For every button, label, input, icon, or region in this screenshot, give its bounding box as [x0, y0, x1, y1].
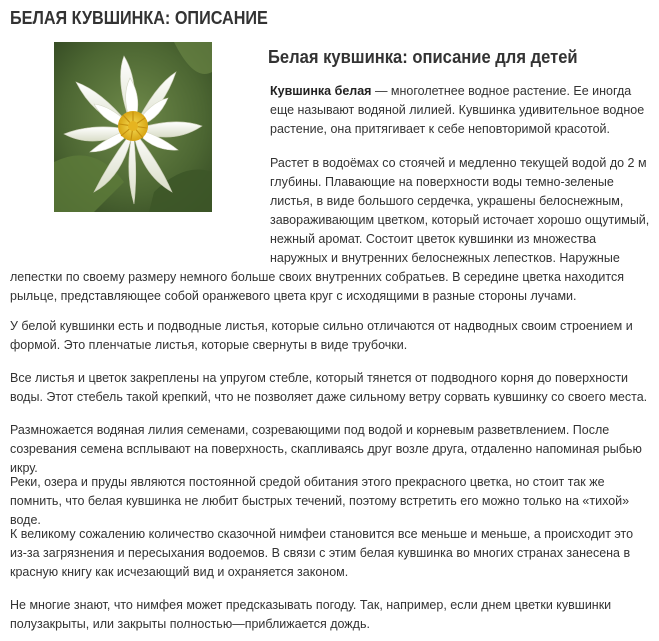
paragraph-weather: Не многие знают, что нимфея может предсказывать погоду. Так, например, если днем цветки кувшинки полузакрыты, или закрыты полностью—приближается дождь.: [10, 598, 612, 631]
page-title: БЕЛАЯ КУВШИНКА: ОПИСАНИЕ: [10, 8, 268, 28]
intro-paragraph: [270, 82, 650, 139]
intro-bold-term: Кувшинка белая: [270, 84, 372, 98]
paragraph-stem: Все листья и цветок закреплены на упругом стебле, который тянется от подводного корня до поверхности воды. Этот стебель такой крепкий, что не позволяет даже сильному ветру сорвать кувшинку со своего места.: [10, 371, 648, 404]
paragraph-endangered: К великому сожалению количество сказочной нимфеи становится все меньше и меньше, а происходит это из-за загрязнения и пересыхания водоемов. В связи с этим белая кувшинка во многих странах занесена в красную книгу как исчезающий вид и охраняется законом.: [10, 527, 634, 579]
intro-text: — многолетнее водное растение. Ее иногда еще называют водяной лилией. Кувшинка удивительное водное растение, она притягивает к себе неповторимой красотой.: [270, 84, 645, 136]
paragraph-habitat-text: Растет в водоёмах со стоячей и медленно текущей водой до 2 м глубины. Плавающие на поверхности воды темно-зеленые листья, в виде большого сердечка, украшены белоснежным, завораживающим цветком, который источает хорошо ощутимый, нежный аромат. Состоит цветок кувшинки из множества наружных и внутренних белоснежных лепестков. Наружные лепестки по своему размеру немного больше своих внутренних собратьев. В середине цветка находится рыльце, представляющее собой оранжевого цвета круг с исходящими в разные стороны лучами.: [10, 156, 650, 303]
paragraph-habitat: [10, 154, 650, 306]
paragraph-underwater-leaves: У белой кувшинки есть и подводные листья, которые сильно отличаются от надводных своим строением и формой. Это пленчатые листья, которые свернуты в виде трубочки.: [10, 319, 633, 352]
section-heading: Белая кувшинка: описание для детей: [268, 47, 578, 67]
image-wrap-spacer: [10, 154, 270, 254]
paragraph-reproduction: Размножается водяная лилия семенами, созревающими под водой и корневым разветвлением. После созревания семена всплывают на поверхность, скапливаясь друг возле друга, отдаленно напоминая рыбью икру.: [10, 423, 642, 475]
paragraph-environment: Реки, озера и пруды являются постоянной средой обитания этого прекрасного цветка, но стоит так же помнить, что белая кувшинка не любит быстрых течений, поэтому встретить его можно только на «тихой» воде.: [10, 475, 630, 527]
